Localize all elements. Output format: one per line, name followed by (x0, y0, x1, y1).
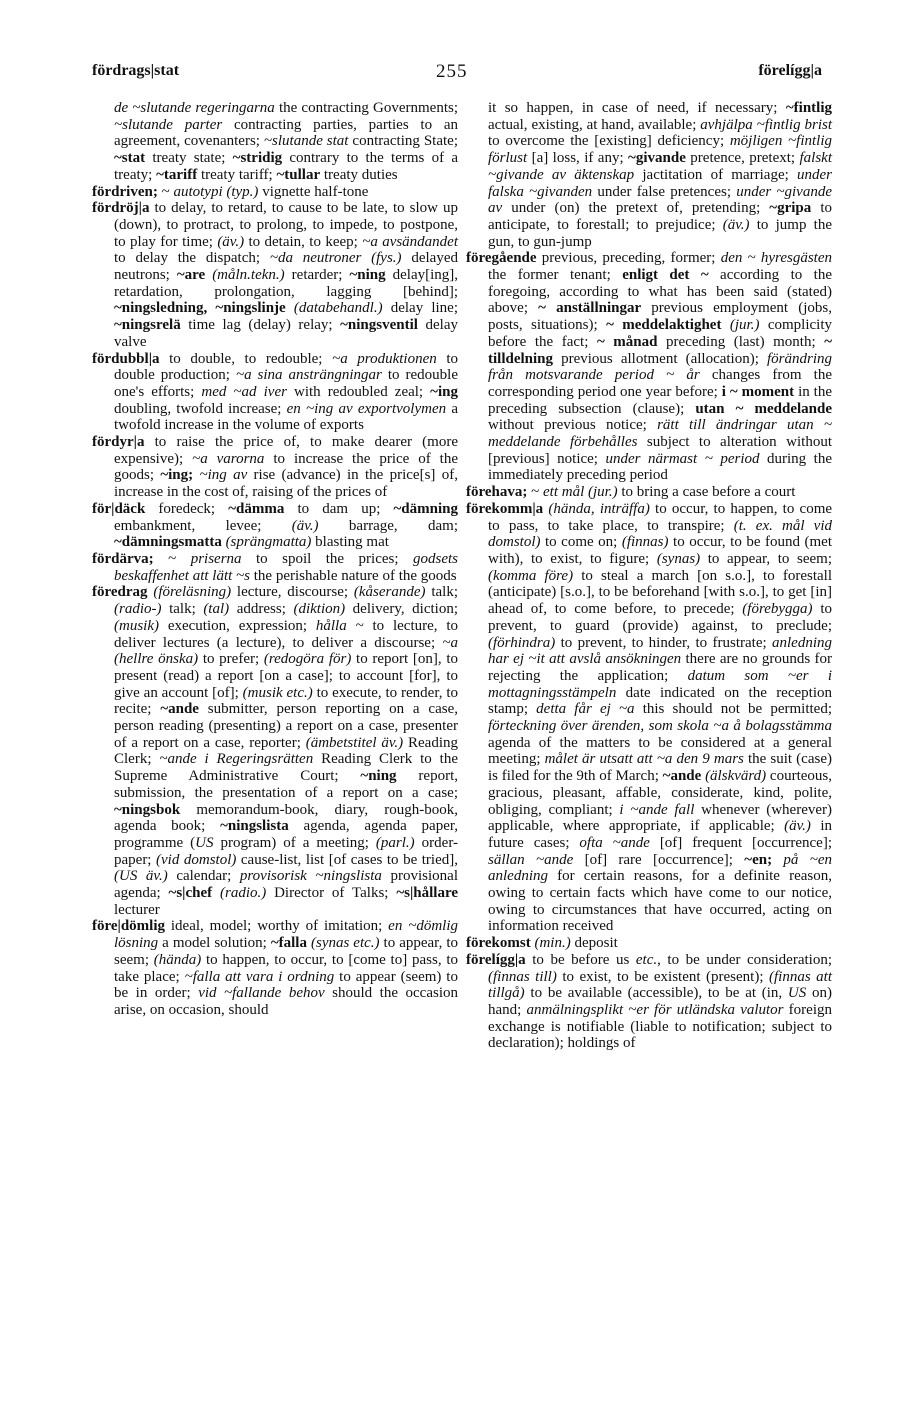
entry-fordarva: fördärva; ~ priserna to spoil the prices; godsets beskaffenhet att lätt ~s the perishable nature of the goods (92, 550, 458, 584)
right-column (466, 100, 832, 1052)
entry-fordyra: fördyr|a to raise the price of, to make dearer (more expensive); ~a varorna to increase the price of the goods; ~ing; ~ing av rise (advance) in the price[s] of, increase in the cost of, raising of the prices of (92, 434, 459, 501)
right-guide-word: förelígg|a (758, 62, 822, 79)
left-column (92, 100, 458, 1019)
entry-forekomma: förekomm|a (hända, inträffa) to occur, to happen, to come to pass, to take place, to transpire; (t. ex. mål vid domstol) to come on; (finnas) to occur, to be found (met with), to exist, to figure; (synas) to appear, to seem; (komma före) to steal a march [on s.o.], to forestall (anticipate) [s.o.], to be beforehand [with s.o.], to get [in] ahead of, to come before, to precede; (förebygga) to prevent, to guard (provide) against, to preclude; (förhindra) to prevent, to hinder, to frustrate; anledning har ej ~it att avslå ansökningen there are no grounds for rejecting the application; datum som ~er i mottagningsstämpeln date indicated on the reception stamp; detta får ej ~a this should not be permitted; förteckning över ärenden, som skola ~a å bolagsstämma agenda of the matters to be considered at a general meeting; målet är utsatt att ~a den 9 mars the suit (case) is filed for the 9th of March; ~ande (älskvärd) courteous, gracious, pleasant, affable, considerate, kind, polite, obliging, compliant; i ~ande fall whenever (wherever) applicable, where appropriate, if applicable; (äv.) in future cases; ofta ~ande [of] frequent [occurrence]; sällan ~ande [of] rare [occurrence]; ~en; på ~en anledning for certain reasons, for a definite reason, owing to certain facts which have come to our notice, owing to circumstances that have occurred, acting on information received (466, 500, 833, 935)
entry-forehava: förehava; ~ ett mål (jur.) to bring a case before a court (466, 484, 796, 501)
entry-fordack: för|däck foredeck; ~dämma to dam up; ~dämning embankment, levee; (äv.) barrage, dam; ~dämningsmatta (sprängmatta) blasting mat (92, 500, 458, 551)
page-number: 255 (436, 61, 468, 82)
entry-fordrags-continued: de ~slutande regeringarna the contracting Governments; ~slutande parter contracting parties, parties to an agreement, covenanters; ~slutande stat contracting State; ~stat treaty state; ~stridig contrary to the terms of a treaty; ~tariff treaty tariff; ~tullar treaty duties (114, 100, 458, 183)
left-guide-word: fördrags|stat (92, 62, 180, 79)
entry-forekomst: förekomst (min.) deposit (466, 935, 618, 952)
entry-foredrag: föredrag (föreläsning) lecture, discourse; (kåserande) talk; (radio-) talk; (tal) address; (diktion) delivery, diction; (musik) execution, expression; hålla ~ to lecture, to deliver lectures (a lecture), to deliver a discourse; ~a (hellre önska) to prefer; (redogöra för) to report [on], to present (read) a report [on a case]; to account [for], to give an account [of]; (musik etc.) to execute, to render, to recite; ~ande submitter, person reporting on a case, person reading (presenting) a report on a case, presenter of a report on a case, reporter; (ämbetstitel äv.) Reading Clerk; ~ande i Regeringsrätten Reading Clerk to the Supreme Administrative Court; ~ning report, submission, the presentation of a report on a case; ~ningsbok memorandum-book, diary, rough-book, agenda book; ~ningslista agenda, agenda paper, programme (US program) of a meeting; (parl.) order-paper; (vid domstol) cause-list, list [of cases to be tried], (US äv.) calendar; provisorisk ~ningslista provisional agenda; ~s|chef (radio.) Director of Talks; ~s|hållare lecturer (92, 584, 459, 918)
entry-fordubbla: fördubbl|a to double, to redouble; ~a produktionen to double production; ~a sina ansträngningar to redouble one's efforts; med ~ad iver with redoubled zeal; ~ing doubling, twofold increase; en ~ing av exportvolymen a twofold increase in the volume of exports (92, 350, 459, 434)
page-header (92, 62, 822, 86)
entry-foredomlig: före|dömlig ideal, model; worthy of imitation; en ~dömlig lösning a model solution; ~falla (synas etc.) to appear, to seem; (hända) to happen, to occur, to [come to] pass, to take place; ~falla att vara i ordning to appear (seem) to be in order; vid ~fallande behov should the occasion arise, on occasion, should (92, 918, 458, 1018)
entry-fore-continued: it so happen, in case of need, if necessary; ~fintlig actual, existing, at hand, available; avhjälpa ~fintlig brist to overcome the [existing] deficiency; möjligen ~fintlig förlust [a] loss, if any; ~givande pretence, pretext; falskt ~givande av äktenskap jactitation of marriage; under falska ~givanden under false pretences; under ~givande av under (on) the pretext of, pretending; ~gripa to anticipate, to forestall; to prejudice; (äv.) to jump the gun, to gun-jump (488, 100, 832, 250)
entry-foregaende: föregående previous, preceding, former; den ~ hyresgästen the former tenant; enligt det ~ according to the foregoing, according to what has been said (stated) above; ~ anställningar previous employment (jobs, posts, situations); ~ meddelaktighet (jur.) complicity before the fact; ~ månad preceding (last) month; ~ tilldelning previous allotment (allocation); förändring från motsvarande period ~ år changes from the corresponding period one year before; i ~ moment in the preceding subsection (clause); utan ~ meddelande without previous notice; rätt till ändringar utan ~ meddelande förbehålles subject to alteration without [previous] notice; under närmast ~ period during the immediately preceding period (466, 250, 833, 484)
entry-fordriven: fördriven; ~ autotypi (typ.) vignette half-tone (92, 183, 369, 200)
entry-foreligga: förelígg|a to be before us etc., to be under consideration; (finnas till) to exist, to be existent (present); (finnas att tillgå) to be available (accessible), to be at (in, US on) hand; anmälningsplikt ~er för utländska valutor foreign exchange is notifiable (liable to notification; subject to declaration); holdings of (466, 951, 833, 1052)
entry-fordroja: fördröj|a to delay, to retard, to cause to be late, to slow up (down), to protract, to prolong, to impede, to postpone, to play for time; (äv.) to detain, to keep; ~a avsändandet to delay the dispatch; ~da neutroner (fys.) delayed neutrons; ~are (måln.tekn.) retarder; ~ning delay[ing], retardation, prolongation, lagging [behind]; ~ningsledning, ~ningslinje (databehandl.) delay line; ~ningsrelä time lag (delay) relay; ~ningsventil delay valve (92, 200, 459, 350)
